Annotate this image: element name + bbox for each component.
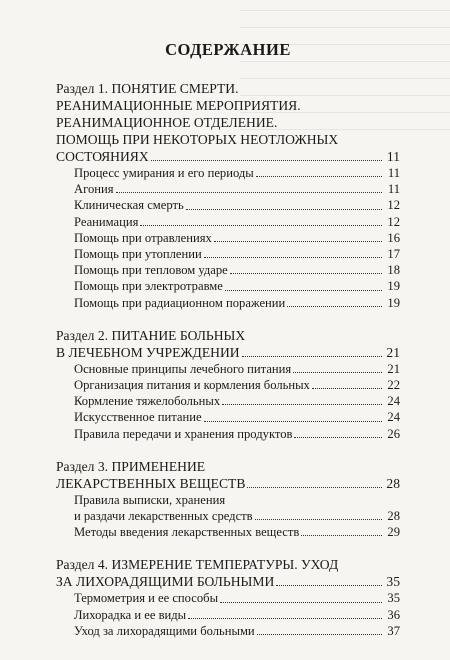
page-number: 17 <box>387 247 400 262</box>
dot-leader <box>214 240 382 242</box>
section-heading-line: Раздел 1. ПОНЯТИЕ СМЕРТИ. <box>56 81 239 96</box>
page-title: СОДЕРЖАНИЕ <box>165 40 291 59</box>
section-heading <box>56 556 400 573</box>
contents-entry <box>74 377 400 393</box>
contents-entry <box>74 508 400 524</box>
page-number: 29 <box>387 525 400 540</box>
section-entries <box>74 165 400 311</box>
dot-leader <box>301 534 382 536</box>
entry-text: В ЛЕЧЕБНОМ УЧРЕЖДЕНИИ <box>56 344 240 360</box>
section-heading-line: Раздел 2. ПИТАНИЕ БОЛЬНЫХ <box>56 327 246 343</box>
entry-text: Помощь при отравлениях <box>74 230 212 245</box>
page-number: 21 <box>387 361 400 376</box>
page-number: 21 <box>386 344 400 360</box>
contents-page <box>56 30 400 655</box>
contents-entry <box>74 181 400 197</box>
dot-leader <box>276 584 382 586</box>
contents-entry-text: Правила выписки, хранения <box>74 492 226 507</box>
contents-entry <box>74 262 400 278</box>
section-entries <box>74 590 400 639</box>
section-heading-entry <box>56 344 400 361</box>
entry-text: Уход за лихорадящими больными <box>74 623 255 638</box>
dot-leader <box>312 387 382 389</box>
dot-leader <box>151 159 382 161</box>
section-heading-line: ПОМОЩЬ ПРИ НЕКОТОРЫХ НЕОТЛОЖНЫХ <box>56 132 339 147</box>
entry-text: Кормление тяжелобольных <box>74 394 221 409</box>
dot-leader <box>255 518 382 520</box>
dot-leader <box>188 617 382 619</box>
contents-entry <box>74 165 400 181</box>
entry-text: Термометрия и ее способы <box>74 591 219 606</box>
entry-text: Основные принципы лечебного питания <box>74 361 292 376</box>
entry-text: Процесс умирания и его периоды <box>74 166 254 180</box>
dot-leader <box>204 420 382 422</box>
dot-leader <box>116 191 382 193</box>
page-number: 12 <box>387 198 400 213</box>
page-number: 35 <box>386 574 400 590</box>
contents-entry <box>74 393 400 409</box>
section-heading-line: РЕАНИМАЦИОННЫЕ МЕРОПРИЯТИЯ. <box>56 98 301 113</box>
page-number: 22 <box>387 378 400 393</box>
page-number: 11 <box>387 166 400 180</box>
contents-entry <box>74 590 400 606</box>
section-heading-line: Раздел 4. ИЗМЕРЕНИЕ ТЕМПЕРАТУРЫ. УХОД <box>56 557 339 573</box>
entry-text: Организация питания и кормления больных <box>74 378 310 393</box>
section-heading <box>56 80 400 148</box>
contents-entry <box>74 214 400 230</box>
page-number: 19 <box>387 279 400 294</box>
entry-text: Помощь при утоплении <box>74 247 202 262</box>
contents-entry <box>74 607 400 623</box>
page-number: 28 <box>387 509 400 524</box>
page-number: 26 <box>387 426 400 441</box>
section-heading-line: РЕАНИМАЦИОННОЕ ОТДЕЛЕНИЕ. <box>56 115 278 130</box>
entry-text: Правила передачи и хранения продуктов <box>74 426 293 441</box>
section-heading-entry <box>56 573 400 590</box>
contents-entry <box>74 409 400 425</box>
section-heading-entry <box>56 475 400 492</box>
entry-text: Помощь при тепловом ударе <box>74 263 228 278</box>
contents-entry <box>74 524 400 540</box>
page-number: 12 <box>387 214 400 229</box>
dot-leader <box>220 601 382 603</box>
dot-leader <box>242 355 382 357</box>
entry-text: Искусственное питание <box>74 410 202 425</box>
dot-leader <box>257 633 382 635</box>
entry-text: Клиническая смерть <box>74 198 184 213</box>
entry-text: ЗА ЛИХОРАДЯЩИМИ БОЛЬНЫМИ <box>56 574 275 590</box>
dot-leader <box>225 289 382 291</box>
contents-entry <box>74 246 400 262</box>
contents-section <box>56 327 400 442</box>
page-number: 11 <box>386 149 400 164</box>
page-number: 24 <box>387 410 400 425</box>
entry-text: Реанимация <box>74 214 139 229</box>
contents-entry <box>74 361 400 377</box>
section-entries <box>74 492 400 541</box>
section-heading <box>56 327 400 344</box>
entry-text: Помощь при радиационном поражении <box>74 295 286 310</box>
dot-leader <box>140 224 382 226</box>
entry-text: СОСТОЯНИЯХ <box>56 149 149 164</box>
dot-leader <box>256 175 382 177</box>
dot-leader <box>293 371 382 373</box>
page-number: 24 <box>387 394 400 409</box>
contents-list <box>56 80 400 639</box>
dot-leader <box>186 208 382 210</box>
contents-entry <box>74 230 400 246</box>
dot-leader <box>222 403 382 405</box>
dot-leader <box>247 486 382 488</box>
contents-entry <box>74 426 400 442</box>
page-number: 11 <box>387 182 400 197</box>
contents-section <box>56 80 400 311</box>
entry-text: и раздачи лекарственных средств <box>74 509 253 524</box>
dot-leader <box>204 256 382 258</box>
page-number: 16 <box>387 230 400 245</box>
entry-text: Помощь при электротравме <box>74 279 223 294</box>
contents-section <box>56 556 400 639</box>
section-entries <box>74 361 400 442</box>
section-heading-line: Раздел 3. ПРИМЕНЕНИЕ <box>56 458 206 474</box>
contents-entry <box>74 197 400 213</box>
entry-text: Методы введения лекарственных веществ <box>74 525 300 540</box>
page-number: 28 <box>386 475 400 491</box>
contents-entry <box>74 623 400 639</box>
entry-text: Агония <box>74 182 114 197</box>
contents-section <box>56 458 400 541</box>
section-heading-entry <box>56 148 400 165</box>
page-number: 37 <box>387 623 400 638</box>
dot-leader <box>294 436 382 438</box>
entry-text: ЛЕКАРСТВЕННЫХ ВЕЩЕСТВ <box>56 475 246 491</box>
page-number: 18 <box>387 263 400 278</box>
dot-leader <box>287 305 382 307</box>
section-heading <box>56 458 400 475</box>
contents-entry <box>74 278 400 294</box>
page-number: 36 <box>387 607 400 622</box>
entry-text: Лихорадка и ее виды <box>74 607 187 622</box>
contents-entry <box>74 295 400 311</box>
page-number: 19 <box>387 295 400 310</box>
dot-leader <box>230 272 382 274</box>
page-number: 35 <box>387 591 400 606</box>
